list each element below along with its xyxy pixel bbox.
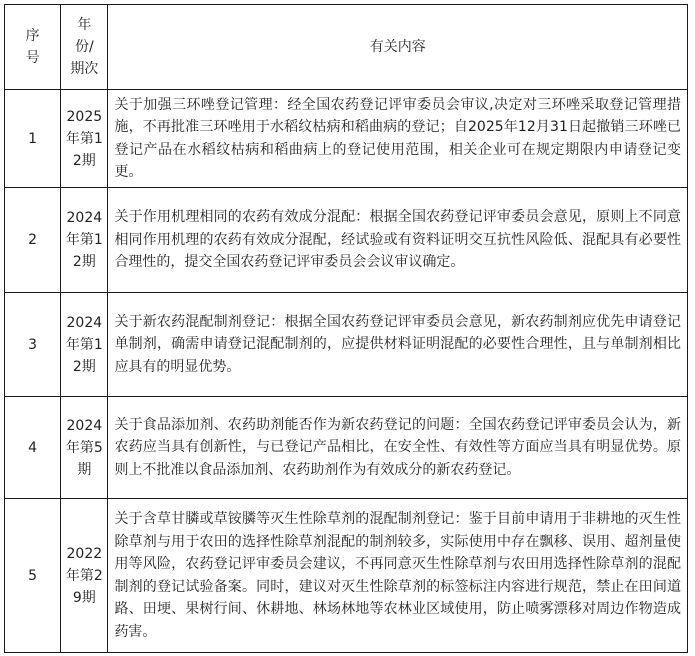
row-period-text: 2025年第12期 xyxy=(65,108,103,169)
row-content-text: 关于新农药混配制剂登记：根据全国农药登记评审委员会意见，新农药制剂应优先申请登记单制剂，确需申请登记混配制剂的，应提供材料证明混配的必要性合理性，且与单制剂相比应具有的明显优势。 xyxy=(114,313,681,375)
header-content-label: 有关内容 xyxy=(369,39,426,55)
row-index-cell: 5 xyxy=(5,499,61,653)
row-content-text: 关于加强三环唑登记管理：经全国农药登记评审委员会审议,决定对三环唑采取登记管理措施，不再批准三环唑用于水稻纹枯病和稻曲病的登记；自2025年12月31日起撤销三环唑已登记产品在水稻纹枯病和稻曲病上的登记使用范围，相关企业可在规定期限内申请登记变更。 xyxy=(114,96,681,180)
row-content-text: 关于作用机理相同的农药有效成分混配：根据全国农药登记评审委员会意见，原则上不同意相同作用机理的农药有效成分混配，经试验或有资料证明交互抗性风险低、混配具有必要性合理性的，提交全国农药登记评审委员会会议审议确定。 xyxy=(114,209,681,271)
row-content-text: 关于含草甘膦或草铵膦等灭生性除草剂的混配制剂登记：鉴于目前申请用于非耕地的灭生性除草剂与用于农田的选择性除草剂混配的制剂较多，实际使用中存在飘移、误用、超剂量使用等风险，农药登记评审委员会建议，不再同意灭生性除草剂与农田用选择性除草剂的混配制剂的登记试验备案。同时，建议对灭生性除草剂的标签标注内容进行规范，禁止在田间道路、田埂、果树行间、休耕地、林场林地等农林业区域使用，防止喷雾漂移对周边作物造成药害。 xyxy=(114,511,681,640)
row-period-cell xyxy=(61,90,108,188)
row-index-cell: 3 xyxy=(5,293,61,397)
table-row xyxy=(5,499,688,653)
row-content-cell xyxy=(108,90,688,188)
row-period-text: 2022年第29期 xyxy=(65,545,103,606)
table-row xyxy=(5,90,688,188)
registration-notes-table xyxy=(4,4,688,653)
row-content-text: 关于食品添加剂、农药助剂能否作为新农药登记的问题：全国农药登记评审委员会认为，新农药应当具有创新性，与已登记产品相比，在安全性、有效性等方面应当具有明显优势。原则上不批准以食品添加剂、农药助剂作为有效成分的新农药登记。 xyxy=(114,416,681,478)
header-period-label: 年份/期次 xyxy=(70,17,99,77)
row-period-cell xyxy=(61,188,108,293)
row-period-cell xyxy=(61,397,108,499)
header-cell-content xyxy=(108,5,688,90)
row-period-cell xyxy=(61,293,108,397)
row-period-text: 2024年第12期 xyxy=(65,210,103,270)
row-index-cell: 4 xyxy=(5,397,61,499)
table-row xyxy=(5,188,688,293)
row-period-text: 2024年第5期 xyxy=(65,417,103,478)
table-row xyxy=(5,293,688,397)
header-cell-period xyxy=(61,5,108,90)
table-header-row xyxy=(5,5,688,90)
row-index-cell: 2 xyxy=(5,188,61,293)
row-content-cell xyxy=(108,293,688,397)
table-row xyxy=(5,397,688,499)
row-period-text: 2024年第12期 xyxy=(65,314,103,375)
row-content-cell xyxy=(108,397,688,499)
row-period-cell xyxy=(61,499,108,653)
header-cell-index xyxy=(5,5,61,90)
row-content-cell xyxy=(108,188,688,293)
row-content-cell xyxy=(108,499,688,653)
header-index-label: 序号 xyxy=(25,28,40,66)
row-index-cell: 1 xyxy=(5,90,61,188)
